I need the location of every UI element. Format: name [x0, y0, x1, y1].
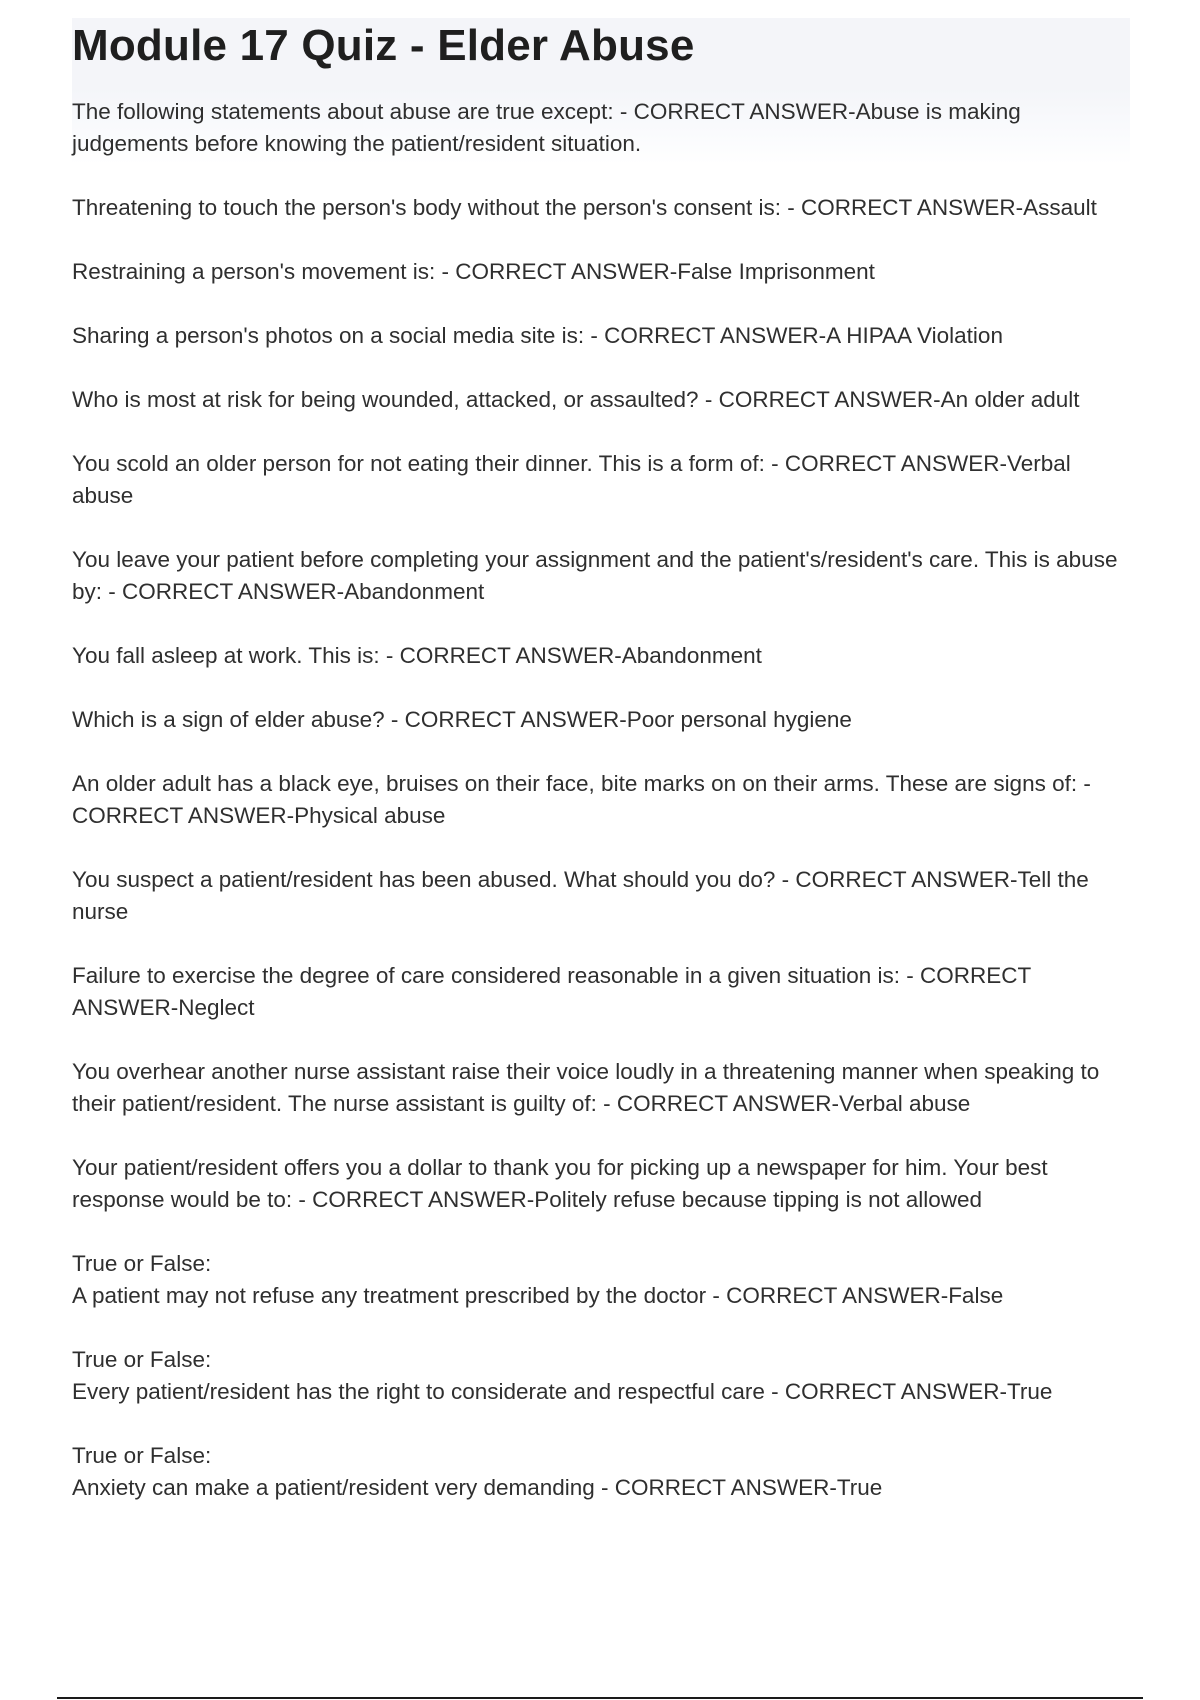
footer-divider	[57, 1697, 1143, 1699]
qa-item-1: The following statements about abuse are true except: - CORRECT ANSWER-Abuse is making judgements before knowing the patient/resident situation.	[72, 99, 1021, 156]
qa-item-7: You leave your patient before completing your assignment and the patient's/resident's care. This is abuse by: - CORRECT ANSWER-Abandonment	[72, 547, 1118, 604]
qa-item-5: Who is most at risk for being wounded, attacked, or assaulted? - CORRECT ANSWER-An older adult	[72, 387, 1080, 412]
page-title: Module 17 Quiz - Elder Abuse	[72, 21, 695, 70]
qa-item-8: You fall asleep at work. This is: - CORRECT ANSWER-Abandonment	[72, 643, 762, 668]
document-page	[72, 18, 1130, 1500]
qa-list	[72, 96, 1130, 1536]
qa-item-17: True or False: Anxiety can make a patient/resident very demanding - CORRECT ANSWER-True	[72, 1443, 883, 1500]
qa-item-3: Restraining a person's movement is: - CORRECT ANSWER-False Imprisonment	[72, 259, 875, 284]
qa-item-2: Threatening to touch the person's body without the person's consent is: - CORRECT ANSWER-Assault	[72, 195, 1097, 220]
qa-item-13: You overhear another nurse assistant raise their voice loudly in a threatening manner when speaking to their patient/resident. The nurse assistant is guilty of: - CORRECT ANSWER-Verbal abuse	[72, 1059, 1100, 1116]
qa-item-10: An older adult has a black eye, bruises on their face, bite marks on on their arms. These are signs of: - CORRECT ANSWER-Physical abuse	[72, 771, 1091, 828]
qa-item-11: You suspect a patient/resident has been abused. What should you do? - CORRECT ANSWER-Tell the nurse	[72, 867, 1089, 924]
qa-item-14: Your patient/resident offers you a dollar to thank you for picking up a newspaper for him. Your best response would be to: - CORRECT ANSWER-Politely refuse because tipping is not allowed	[72, 1155, 1048, 1212]
qa-item-16: True or False: Every patient/resident has the right to considerate and respectful care - CORRECT ANSWER-True	[72, 1347, 1053, 1404]
qa-item-9: Which is a sign of elder abuse? - CORRECT ANSWER-Poor personal hygiene	[72, 707, 852, 732]
qa-item-4: Sharing a person's photos on a social media site is: - CORRECT ANSWER-A HIPAA Violation	[72, 323, 1003, 348]
qa-item-6: You scold an older person for not eating their dinner. This is a form of: - CORRECT ANSWER-Verbal abuse	[72, 451, 1071, 508]
qa-item-12: Failure to exercise the degree of care considered reasonable in a given situation is: - CORRECT ANSWER-Neglect	[72, 963, 1031, 1020]
title-band	[72, 18, 1130, 88]
qa-item-15: True or False: A patient may not refuse any treatment prescribed by the doctor - CORRECT ANSWER-False	[72, 1251, 1004, 1308]
